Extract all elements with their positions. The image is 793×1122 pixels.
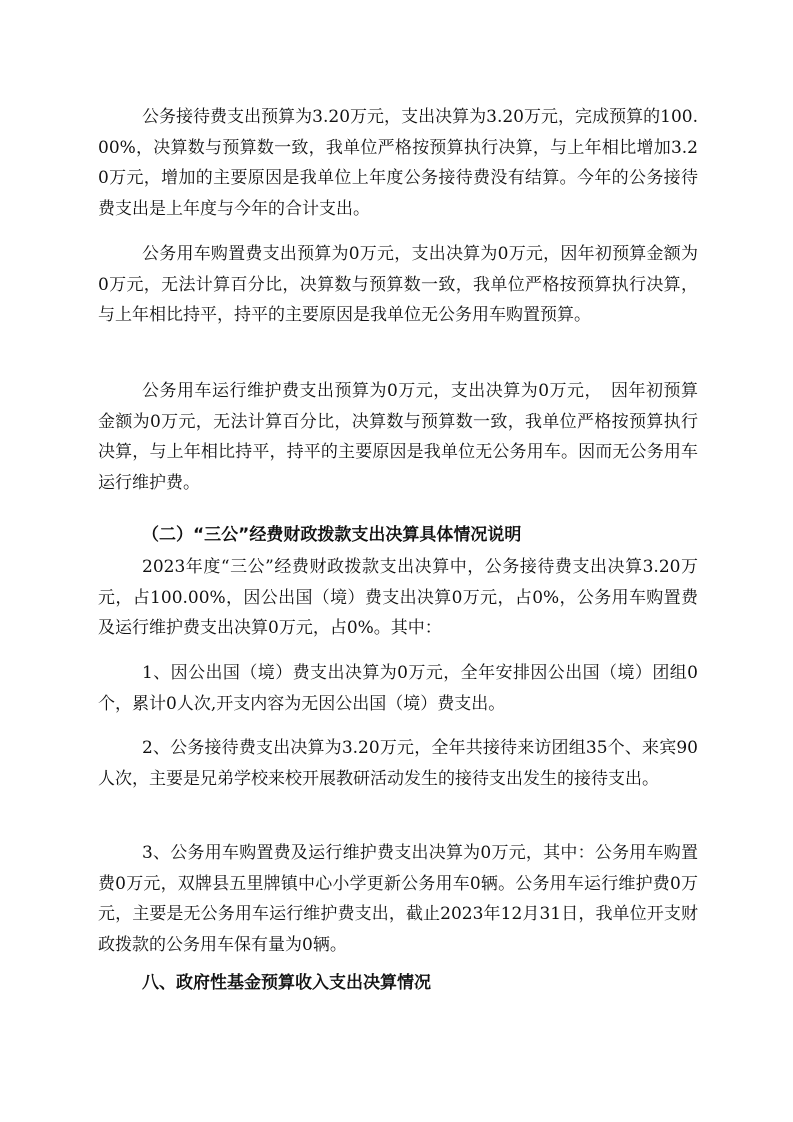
paragraph-vehicle-purchase: 公务用车购置费支出预算为0万元，支出决算为0万元，因年初预算金额为0万元，无法计算百分比，决算数与预算数一致，我单位严格按预算执行决算，与上年相比持平，持平的主要原因是我单位无公务用车购置预算。 [98, 244, 698, 325]
section-heading-three-public-expenses: （二）“三公”经费财政拨款支出决算具体情况说明 [142, 525, 522, 545]
paragraph-summary-2023: 2023年度“三公”经费财政拨款支出决算中，公务接待费支出决算3.20万元，占100.00%，因公出国（境）费支出决算0万元，占0%，公务用车购置费及运行维护费支出决算0万元，占0%。其中： [98, 557, 698, 638]
paragraph-hospitality-expense: 公务接待费支出预算为3.20万元，支出决算为3.20万元，完成预算的100.00%，决算数与预算数一致，我单位严格按预算执行决算，与上年相比增加3.20万元，增加的主要原因是我单位上年度公务接待费没有结算。今年的公务接待费支出是上年度与今年的合计支出。 [98, 107, 698, 219]
paragraph-item-3-vehicles: 3、公务用车购置费及运行维护费支出决算为0万元，其中：公务用车购置费0万元，双牌县五里牌镇中心小学更新公务用车0辆。公务用车运行维护费0万元，主要是无公务用车运行维护费支出，截止2023年12月31日，我单位开支财政拨款的公务用车保有量为0辆。 [98, 843, 698, 955]
section-heading-government-fund: 八、政府性基金预算收入支出决算情况 [142, 973, 431, 993]
paragraph-item-1-overseas: 1、因公出国（境）费支出决算为0万元，全年安排因公出国（境）团组0个，累计0人次,开支内容为无因公出国（境）费支出。 [98, 663, 698, 714]
paragraph-item-2-hospitality: 2、公务接待费支出决算为3.20万元，全年共接待来访团组35个、来宾90人次，主要是兄弟学校来校开展教研活动发生的接待支出发生的接待支出。 [98, 738, 698, 789]
paragraph-vehicle-maintenance: 公务用车运行维护费支出预算为0万元，支出决算为0万元， 因年初预算金额为0万元，无法计算百分比，决算数与预算数一致，我单位严格按预算执行决算，与上年相比持平，持平的主要原因是我单位无公务用车。因而无公务用车运行维护费。 [98, 381, 698, 493]
